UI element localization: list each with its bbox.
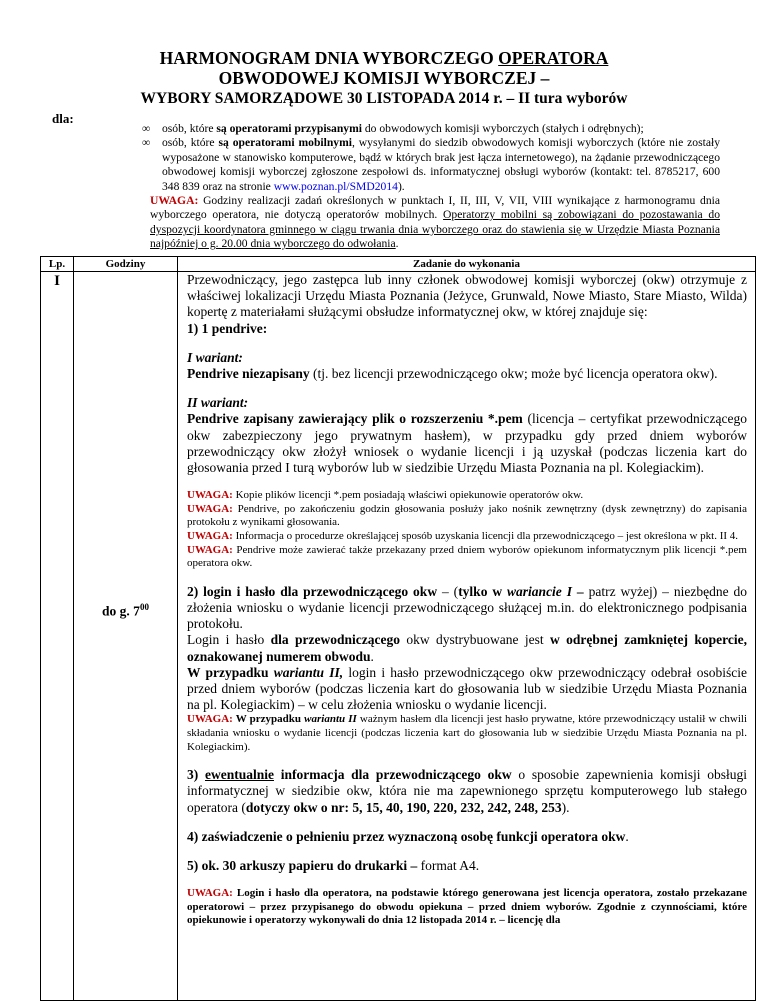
variant-2-label <box>187 395 747 411</box>
audience-uwaga-note <box>150 194 720 252</box>
text: ). <box>561 799 570 815</box>
text: o sposobie zapewnienia komisji obsługi informatycznej w siedzibie okw, która nie ma zapewnionego sprzętu komputerowego lub stałego operatora ( <box>187 767 747 815</box>
infinity-bullet-icon: ∞ <box>142 122 151 135</box>
text-bold-italic: wariancie I <box>507 583 572 599</box>
text-bold: Pendrive niezapisany <box>187 366 310 382</box>
text-bold-italic: wariantu II <box>304 713 357 726</box>
uwaga-note-1 <box>187 489 747 503</box>
task-item-5 <box>187 858 747 874</box>
text: – ( <box>437 583 459 599</box>
uwaga-note-4 <box>187 544 747 571</box>
text: osób, które <box>162 136 219 150</box>
text: , wysyłanymi do siedzib obwodowych komisji wyborczych (które nie zostały wyposażone w stanowisko komputerowe, bądź w których brak jest łącza internetowego), na żądanie przewodniczącego obwodowej komisji wyborczej zgłoszone zespołowi ds. informatycznej obsługi wyborów (kontakt: tel. 8785217, 600 348 839 oraz na stronie <box>162 136 720 193</box>
spacer <box>187 874 747 887</box>
text-bold: 2) login i hasło dla przewodniczącego okw <box>187 583 438 599</box>
text-bold: Pendrive zapisany zawierający plik o rozszerzeniu *.pem <box>187 411 523 427</box>
uwaga-label: UWAGA: <box>150 194 199 208</box>
audience-label: dla: <box>52 111 74 126</box>
spacer <box>187 754 747 767</box>
text: . <box>370 648 374 664</box>
text: Godziny realizacji zadań określonych w punktach I, II, III, V, VII, VIII wynikające z harmonogramu dnia wyborczego operatora, nie dotyczą operatorów mobilnych. <box>150 194 720 222</box>
text-bold: 5) ok. 30 arkuszy papieru do drukarki – <box>187 858 418 874</box>
text: Kopie plików licencji *.pem posiadają właściwi opiekunowie operatorów okw. <box>232 489 584 502</box>
title-line-2: OBWODOWEJ KOMISJI WYBORCZEJ – <box>218 68 550 88</box>
time-sup: 00 <box>139 602 149 612</box>
variant-2-text <box>187 411 747 476</box>
spacer <box>187 337 747 350</box>
infinity-bullet-icon: ∞ <box>142 136 151 150</box>
schedule-table <box>40 256 756 1001</box>
table-header-row <box>41 257 756 272</box>
table-row <box>41 272 756 1001</box>
task-item-3 <box>187 767 747 816</box>
audience-bullet-2 <box>142 136 720 194</box>
row-lp-cell <box>41 272 74 1001</box>
text: patrz wyżej) – <box>583 583 669 599</box>
text: (licencja – certyfikat przewodniczącego okw zabezpieczony jego prywatnym hasłem), w przypadku gdy przed dniem wyborów przewodniczący okw złożył wniosek o wydanie licencji i ją uzyskał (podczas liczenia kart do głosowania przed I turą wyborów lub w siedzibie Urzędu Miasta Poznania na pl. Kolegiackim). <box>187 411 748 476</box>
text-bold: dla przewodniczącego <box>270 632 400 648</box>
text-bold: są operatorami mobilnymi <box>218 136 352 150</box>
text: format A4. <box>417 858 480 874</box>
text-bold: 1) 1 pendrive: <box>187 320 268 336</box>
text-bold: Login i hasło dla operatora, na podstawie którego generowana jest licencja operatora, zostało przekazane operatorowi – przez przypisanego do obwodu opiekuna – przed dniem wyborów. Zgodnie z czynnościami, które opiekunowie i operatorzy wykonywali do dnia 12 listopada 2014 r. – licencję dla <box>187 887 747 927</box>
text: . <box>395 237 399 251</box>
text: login i hasło przewodniczącego okw przewodniczący odebrał osobiście przed dniem wyborów (podczas liczenia kart do głosowania lub w siedzibie Urzędu Miasta Poznania na pl. Kolegiackim) – w celu złożenia wniosku o wydanie licencji. <box>187 664 748 713</box>
spacer <box>187 382 747 395</box>
uwaga-label: UWAGA: <box>187 502 233 515</box>
header-lp: Lp. <box>41 257 74 272</box>
uwaga-notes-block <box>187 489 747 571</box>
text: niezbędne do złożenia wniosku o wydanie licencji przewodniczącego służącej m.in. do elektronicznego podpisania protokołu. <box>187 583 747 632</box>
task-item-1 <box>187 321 747 337</box>
task-item-2-variant-2 <box>187 665 747 714</box>
title-line-1-text: HARMONOGRAM DNIA WYBORCZEGO <box>159 48 499 68</box>
text-underlined: Operatorzy mobilni są zobowiązani do pozostawania do dyspozycji koordynatora gminnego w ciągu trwania dnia wyborczego oraz do stawienia się w Urzędzie Miasta Poznania najpóźniej o g. 20.00 dnia wyborczego do odwołania <box>150 208 721 251</box>
uwaga-note-5 <box>187 713 747 754</box>
row-task-cell <box>178 272 756 1001</box>
time-text: do g. 7 <box>102 603 140 619</box>
text: osób, które <box>162 122 217 135</box>
text-bold-underlined: ewentualnie <box>204 767 274 783</box>
uwaga-note-3 <box>187 530 747 544</box>
text-bold: 4) zaświadczenie o pełnieniu przez wyznaczoną osobę funkcji operatora okw <box>187 828 626 844</box>
audience-section <box>142 122 721 252</box>
text-bold-italic: wariantu II, <box>273 664 344 680</box>
text: Pendrive, po zakończeniu godzin głosowania posłuży jako nośnik zewnętrzny (dysk zewnętrzny) do zapisania protokołu z wynikami głosowania. <box>187 502 747 529</box>
text-bold-italic: I wariant: <box>187 349 243 365</box>
task-intro: Przewodniczący, jego zastępca lub inny członek obwodowej komisji wyborczej (okw) otrzymuje z właściwej lokalizacji Urzędu Miasta Poznania (Jeżyce, Grunwald, Nowe Miasto, Stare Miasto, Wilda) kopertę z materiałami służącymi obsłudze informatycznej okw, w której znajduje się: <box>187 272 747 320</box>
text-bold: informacja dla przewodniczącego okw <box>273 767 512 783</box>
spacer <box>187 845 747 858</box>
title-line-1-operator: OPERATORA <box>498 48 609 68</box>
text: ważnym hasłem dla licencji jest hasło prywatne, które przewodniczący ustalił w chwili składania wniosku o wydanie licencji (podczas liczenia kart do głosowania lub w siedzibie Urzędu Miasta Poznania na pl. Kolegiackim). <box>187 713 747 753</box>
text-bold: dotyczy okw o nr: 5, 15, 40, 190, 220, 232, 242, 248, 253 <box>245 799 562 815</box>
text-bold: W przypadku <box>232 713 305 726</box>
title-line-1 <box>0 48 768 69</box>
text-bold: – <box>571 583 584 599</box>
text-bold: 3) <box>187 767 205 783</box>
row-time <box>74 602 177 620</box>
text-bold: W przypadku <box>187 664 274 680</box>
task-item-4 <box>187 829 747 845</box>
text: . <box>625 828 629 844</box>
task-item-2-login <box>187 632 747 664</box>
text: do obwodowych komisji wyborczych (stałych i odrębnych); <box>361 122 644 135</box>
title-line-3: WYBORY SAMORZĄDOWE 30 LISTOPADA 2014 r. – II tura wyborów <box>140 90 628 107</box>
text: Informacja o procedurze określającej sposób uzyskania licencji dla przewodniczącego – jest określona w pkt. II 4. <box>232 530 739 543</box>
header-godziny: Godziny <box>74 257 178 272</box>
text: Pendrive może zawierać także przekazany przed dniem wyborów opiekunom informatycznym plik licencji *.pem operatora okw. <box>187 543 747 570</box>
row-godziny-cell <box>74 272 178 1001</box>
row-lp-number: I <box>54 273 60 289</box>
text-bold-italic: II wariant: <box>187 395 249 411</box>
audience-bullet-1 <box>142 122 720 136</box>
text: Login i hasło <box>187 632 271 648</box>
uwaga-note-6 <box>187 887 747 928</box>
spacer <box>187 476 747 489</box>
spacer <box>187 571 747 584</box>
spacer <box>187 816 747 829</box>
uwaga-label: UWAGA: <box>187 489 233 502</box>
text: (tj. bez licencji przewodniczącego okw; może być licencja operatora okw). <box>309 366 718 382</box>
text-bold: w odrębnej zamkniętej kopercie, oznakowanej numerem obwodu <box>187 632 747 664</box>
text: okw dystrybuowane jest <box>400 632 551 648</box>
uwaga-label: UWAGA: <box>187 543 233 556</box>
task-item-2 <box>187 584 747 633</box>
text-bold: są operatorami przypisanymi <box>216 122 362 135</box>
variant-1-label <box>187 350 747 366</box>
text-bold: tylko w <box>458 583 508 599</box>
variant-1-text <box>187 366 747 382</box>
header-zadanie: Zadanie do wykonania <box>178 257 756 272</box>
spacer <box>74 272 177 602</box>
text: ). <box>397 179 405 193</box>
uwaga-label: UWAGA: <box>187 530 233 543</box>
uwaga-label: UWAGA: <box>187 713 233 726</box>
smd-link[interactable]: www.poznan.pl/SMD2014 <box>273 179 398 193</box>
uwaga-note-2 <box>187 503 747 530</box>
uwaga-label: UWAGA: <box>187 887 233 900</box>
